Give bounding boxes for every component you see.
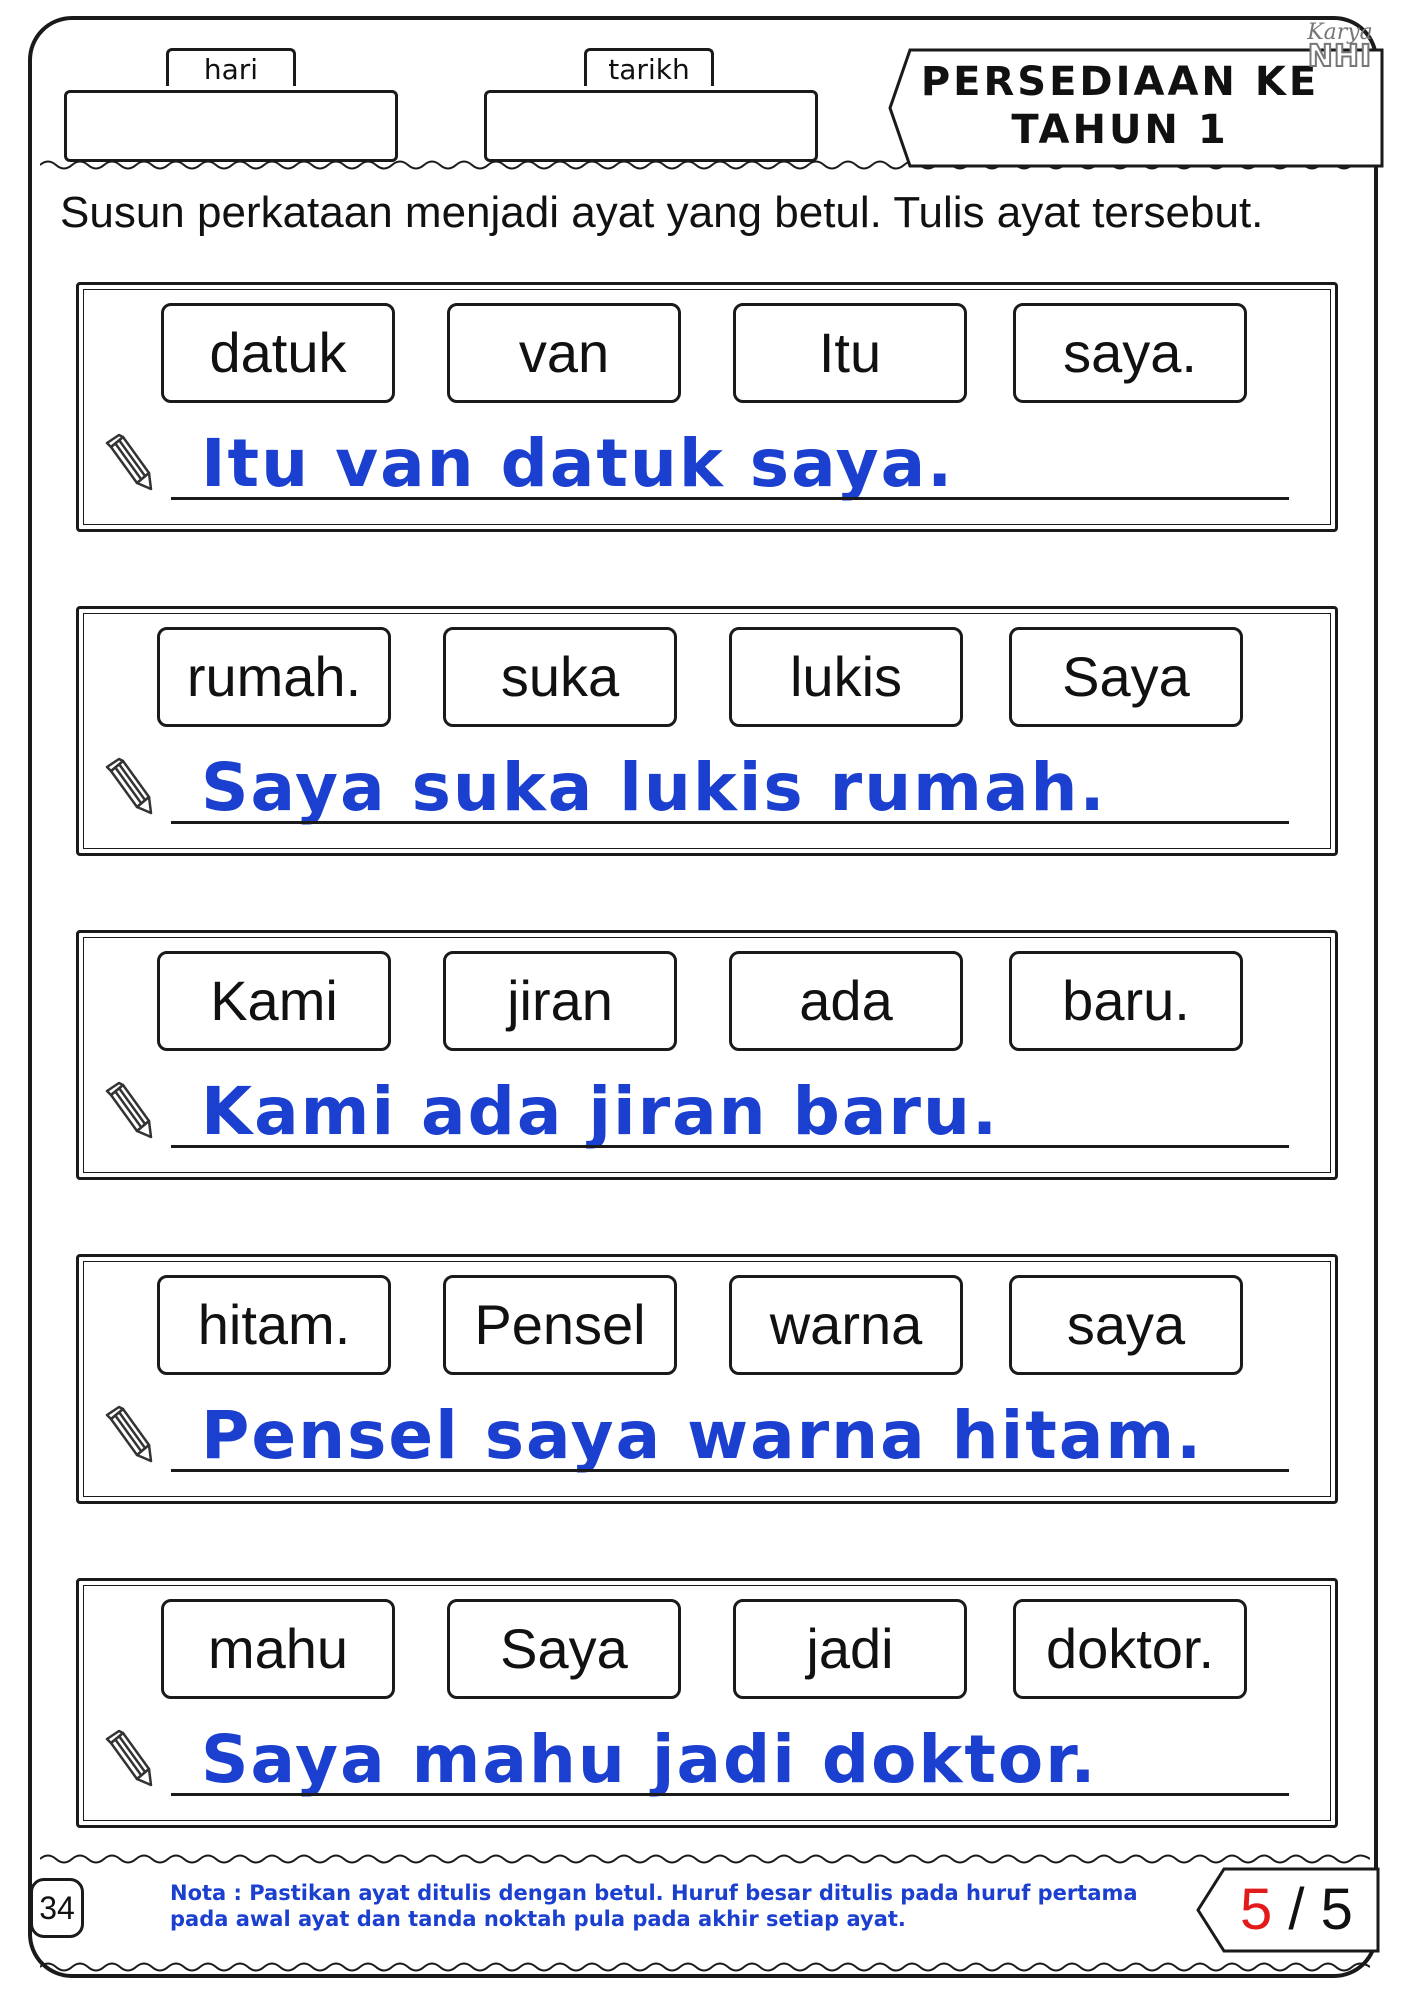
word-card: Itu	[733, 303, 967, 403]
pager-current: 5	[1240, 1877, 1273, 1942]
word-card: lukis	[729, 627, 963, 727]
pager-separator: /	[1272, 1877, 1321, 1942]
exercise-4	[76, 1254, 1338, 1504]
word-card: Pensel	[443, 1275, 677, 1375]
brand-logo	[1300, 20, 1380, 74]
answer-line[interactable]	[171, 497, 1289, 500]
brand-script: Karya	[1307, 20, 1373, 45]
page-title	[920, 58, 1320, 154]
word-card: baru.	[1009, 951, 1243, 1051]
footer-note	[170, 1880, 1170, 1932]
answer-line[interactable]	[171, 821, 1289, 824]
pager-indicator	[1240, 1866, 1380, 1954]
word-card: van	[447, 303, 681, 403]
answer-line[interactable]	[171, 1145, 1289, 1148]
pencil-icon	[103, 433, 155, 493]
page-number: 34	[30, 1878, 84, 1938]
answer-text: Itu van datuk saya.	[201, 425, 955, 502]
pencil-icon	[103, 1405, 155, 1465]
note-line-2: pada awal ayat dan tanda noktah pula pada akhir setiap ayat.	[170, 1907, 906, 1931]
exercise-5	[76, 1578, 1338, 1828]
word-card: ada	[729, 951, 963, 1051]
word-card: doktor.	[1013, 1599, 1247, 1699]
exercise-2	[76, 606, 1338, 856]
day-label: hari	[166, 48, 296, 86]
word-card: suka	[443, 627, 677, 727]
note-line-1: Nota : Pastikan ayat ditulis dengan betul. Huruf besar ditulis pada huruf pertama	[170, 1881, 1138, 1905]
answer-text: Kami ada jiran baru.	[201, 1073, 1000, 1150]
word-card: warna	[729, 1275, 963, 1375]
title-line-1: PERSEDIAAN KE	[920, 59, 1320, 105]
answer-line[interactable]	[171, 1793, 1289, 1796]
date-field[interactable]	[484, 90, 818, 162]
date-label: tarikh	[584, 48, 714, 86]
pencil-icon	[103, 757, 155, 817]
word-card: saya.	[1013, 303, 1247, 403]
footer-wavy-divider	[40, 1960, 1370, 1974]
word-card: jadi	[733, 1599, 967, 1699]
title-line-2: TAHUN 1	[1011, 107, 1229, 153]
word-card: Kami	[157, 951, 391, 1051]
answer-text: Saya mahu jadi doktor.	[201, 1721, 1098, 1798]
answer-text: Saya suka lukis rumah.	[201, 749, 1107, 826]
bottom-wavy-divider	[40, 1852, 1370, 1866]
word-card: Saya	[447, 1599, 681, 1699]
word-card: jiran	[443, 951, 677, 1051]
pager-total: 5	[1320, 1877, 1353, 1942]
word-card: rumah.	[157, 627, 391, 727]
word-card: datuk	[161, 303, 395, 403]
exercise-3	[76, 930, 1338, 1180]
pencil-icon	[103, 1081, 155, 1141]
word-card: Saya	[1009, 627, 1243, 727]
word-card: mahu	[161, 1599, 395, 1699]
exercise-1	[76, 282, 1338, 532]
word-card: saya	[1009, 1275, 1243, 1375]
brand-mark: NHI	[1307, 39, 1373, 74]
pencil-icon	[103, 1729, 155, 1789]
day-field[interactable]	[64, 90, 398, 162]
instruction-text: Susun perkataan menjadi ayat yang betul. Tulis ayat tersebut.	[60, 188, 1264, 237]
answer-text: Pensel saya warna hitam.	[201, 1397, 1204, 1474]
word-card: hitam.	[157, 1275, 391, 1375]
answer-line[interactable]	[171, 1469, 1289, 1472]
